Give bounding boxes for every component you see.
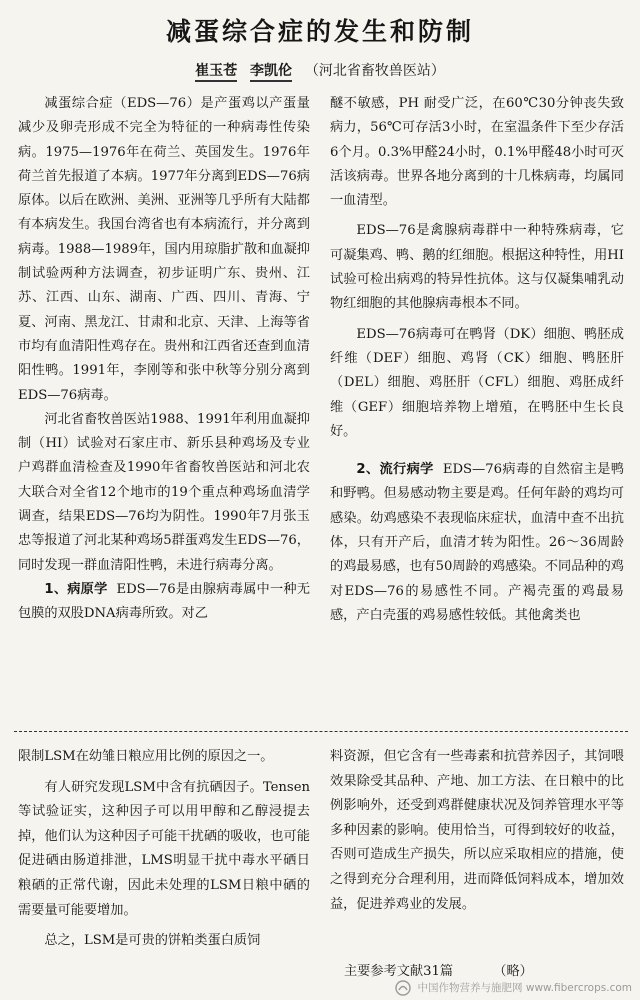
paragraph: 总之，LSM是可贵的饼粕类蛋白质饲: [44, 933, 261, 949]
author-affiliation: （河北省畜牧兽医站）: [304, 63, 445, 79]
paragraph: EDS—76病毒可在鸭肾（DK）细胞、鸭胚成纤维（DEF）细胞、鸡肾（CK）细胞、鸭胚肝（DEL）细胞、鸡胚肝（CFL）细胞、鸡胚成纤维（GEF）细胞培养物上增殖，在鸭胚中生长良好。: [330, 326, 624, 439]
site-logo-icon: [395, 980, 411, 996]
references-note: [344, 960, 533, 979]
paragraph: 料资源，但它含有一些毒素和抗营养因子，其饲喂效果除受其品种、产地、加工方法、在日粮中的比例影响外，还受到鸡群健康状况及饲养管理水平等多种因素的影响。使用恰当，可得到较好的收益，否则可造成生产损失，所以应采取相应的措施，使之得到充分合理利用，进而降低饲料成本，增加效益，促进养鸡业的发展。: [330, 749, 624, 912]
section-text: EDS—76是由腺病毒属中一种无包膜的双股DNA病毒所致。对乙: [18, 581, 311, 622]
article-title: 减蛋综合症的发生和防制: [165, 17, 474, 46]
paragraph: [330, 458, 624, 628]
byline: [0, 60, 640, 80]
watermark: [395, 980, 632, 996]
page-number: （略）: [493, 964, 533, 979]
paragraph: [18, 578, 310, 627]
section-heading: 2、流行病学: [356, 462, 434, 478]
text-column-left: [18, 92, 310, 627]
paragraph: 减蛋综合症（EDS—76）是产蛋鸡以产蛋量减少及卵壳形成不完全为特征的一种病毒性传染病。1975—1976年在荷兰、英国发生。1976年荷兰首先报道了本病。1977年分离到EDS—76病原体。以后在欧洲、美洲、亚洲等几乎所有大陆都有本病发生。我国台湾省也有本病流行，并分离到病毒。1988—1989年，国内用琼脂扩散和血凝抑制试验两种方法调查，初步证明广东、贵州、江苏、江西、山东、湖南、广西、四川、青海、宁夏、河南、黑龙江、甘肃和北京、天津、上海等省市均有血清阳性鸡存在。贵州和江西省还查到血清阳性鸭。1991年，李刚等和张中秋等分别分离到EDS—76病毒。: [18, 96, 310, 403]
section-text: EDS—76病毒的自然宿主是鸭和野鸭。但易感动物主要是鸡。任何年龄的鸡均可感染。幼鸡感染不表现临床症状，血清中查不出抗体，只有开产后，血清才转为阳性。26～36周龄的鸡最易感，也有50周龄的鸡感染。不同品种的鸡对EDS—76的易感性不同。产褐壳蛋的鸡最易感，产白壳蛋的鸡易感性较低。其他禽类也: [330, 462, 625, 623]
watermark-text: 中国作物营养与施肥网 www.fibercrops.com: [417, 982, 632, 994]
author-name: 李凯伦: [250, 63, 292, 82]
paragraph: 河北省畜牧兽医站1988、1991年利用血凝抑制（HI）试验对石家庄市、新乐县种鸡场及专业户鸡群血清检查及1990年省畜牧兽医站和河北农大联合对全省12个地市的19个重点种鸡场血清学调查，结果EDS—76均为阴性。1990年7月张玉忠等报道了河北某种鸡场5群蛋鸡发生EDS—76，同时发现一群血清阳性鸭，未进行病毒分离。: [18, 411, 310, 573]
paragraph: 限制LSM在幼雏日粮应用比例的原因之一。: [18, 749, 274, 764]
paragraph: 醚不敏感，PH 耐受广泛，在60℃30分钟丧失致病力，56℃可存活3小时，在室温条件下至少存活6个月。0.3%甲醛24小时，0.1%甲醛48小时可灭活该病毒。世界各地分离到的十几株病毒，均属同一血清型。: [330, 96, 624, 209]
paragraph: EDS—76是禽腺病毒群中一种特殊病毒，它可凝集鸡、鸭、鹅的红细胞。根据这种特性，用HI试验可检出病鸡的特异性抗体。这与仅凝集哺乳动物红细胞的其他腺病毒根本不同。: [330, 223, 624, 312]
lower-column-left: [18, 745, 310, 954]
section-heading: 1、病原学: [44, 581, 108, 597]
text-column-right: [330, 92, 624, 628]
lower-column-right: [330, 745, 624, 917]
references-label: 主要参考文献31篇: [344, 964, 454, 979]
author-name: 崔玉苍: [195, 63, 237, 82]
article-divider: [14, 731, 628, 732]
paragraph: 有人研究发现LSM中含有抗硒因子。Tensen等试验证实，这种因子可以用甲醇和乙醇浸提去掉，他们认为这种因子可能干扰硒的吸收，也可能促进硒由肠道排泄，LMS明显干扰中毒水平硒日粮硒的正常代谢，因此未处理的LSM日粮中硒的需要量可能要增加。: [18, 779, 310, 918]
